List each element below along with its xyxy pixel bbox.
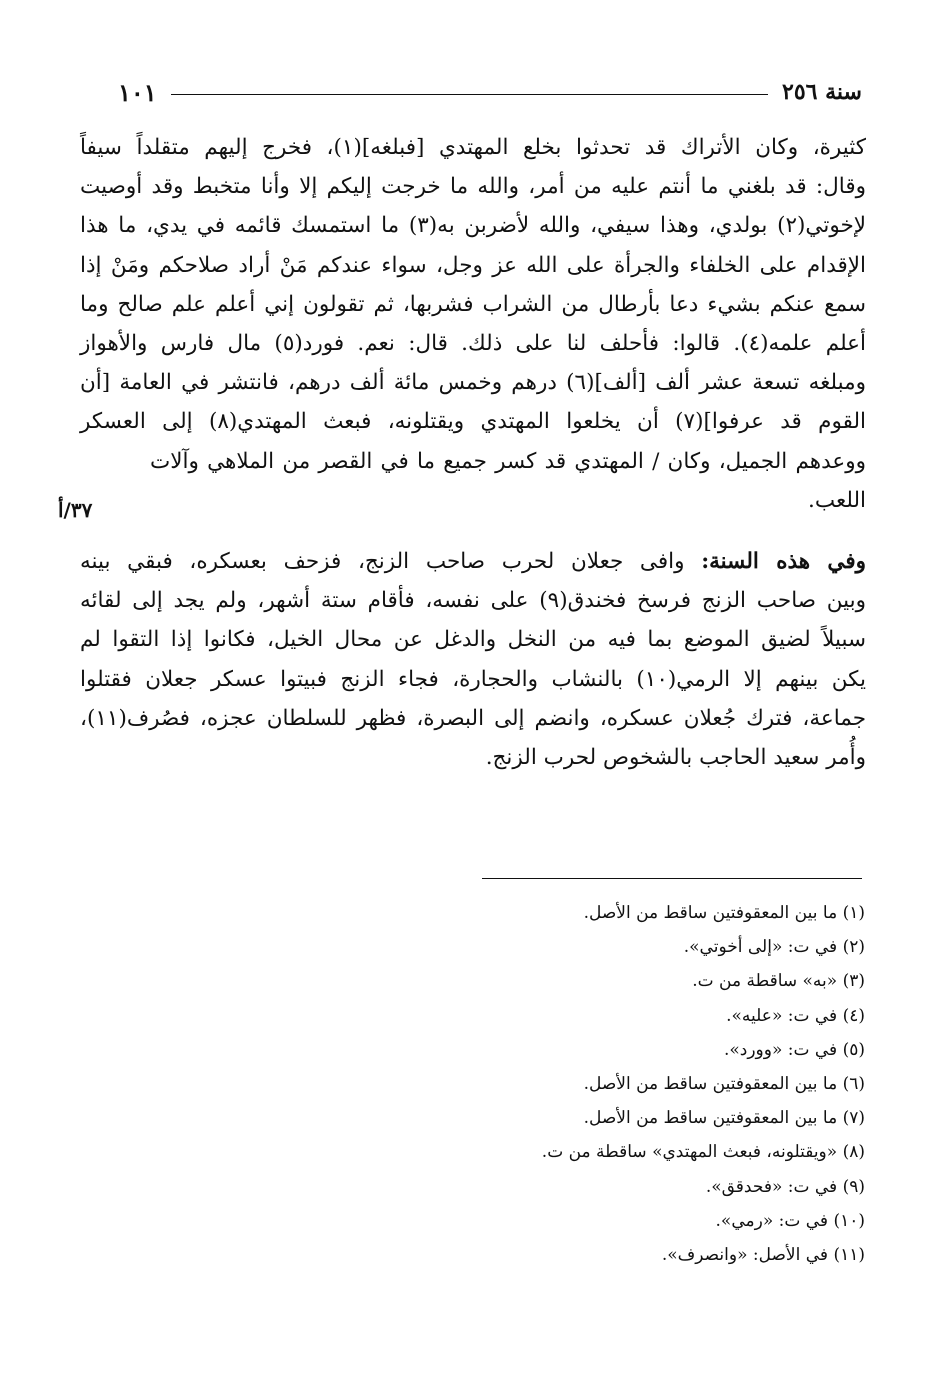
footnote: (٤) في ت: «عليه». <box>726 1005 865 1026</box>
text-line-rest: وافى جعلان لحرب صاحب الزنج، فزحف بعسكره، فبقي بينه <box>80 549 685 575</box>
footnote: (٢) في ت: «إلى أخوتي». <box>683 937 865 958</box>
text-line: أعلم علمه(٤). قالوا: فأحلف لنا على ذلك. قال: نعم. فورد(٥) مال فارس والأهواز <box>80 331 866 357</box>
folio-margin-note: ٣٧/أ <box>58 498 93 522</box>
footnote-separator <box>482 878 862 879</box>
header-rule <box>171 94 768 95</box>
footnotes <box>445 896 865 1272</box>
footnote: (٥) في ت: «وورد». <box>723 1039 865 1060</box>
footnote: (١) ما بين المعقوفتين ساقط من الأصل. <box>583 903 865 923</box>
footnote: (١١) في الأصل: «وانصرف». <box>661 1245 865 1266</box>
running-head-year: سنة ٢٥٦ <box>782 79 862 105</box>
text-line: القوم قد عرفوا](٧) أن يخلعوا المهتدي ويقتلونه، فبعث المهتدي(٨) إلى العسكر <box>80 409 866 435</box>
text-line: جماعة، فترك جُعلان عسكره، وانضم إلى البصرة، فظهر للسلطان عجزه، فصُرف(١١)، <box>80 705 866 731</box>
footnote: (٨) «ويقتلونه، فبعث المهتدي» ساقطة من ت. <box>541 1142 865 1163</box>
text-line: كثيرة، وكان الأتراك قد تحدثوا بخلع المهتدي [فبلغه](١)، فخرج إليهم متقلداً سيفاً <box>80 135 866 160</box>
footnote: (٧) ما بين المعقوفتين ساقط من الأصل. <box>583 1108 865 1129</box>
text-line: وأُمر سعيد الحاجب بالشخوص لحرب الزنج. <box>485 745 866 771</box>
footnote: (١٠) في ت: «رمي». <box>715 1210 865 1231</box>
text-line: الإقدام على الخلفاء والجرأة على الله عز وجل، سواء عندكم مَنْ أراد صلاحكم ومَنْ إذا <box>80 252 866 278</box>
paragraph-2 <box>80 542 866 777</box>
paragraph-lead: وفي هذه السنة: <box>701 549 867 575</box>
text-line: وبين صاحب الزنج فرسخ فخندق(٩) على نفسه، فأقام ستة أشهر، ولم يجد إلى لقائه <box>80 588 866 614</box>
text-line: لإخوتي(٢) بولدي، وهذا سيفي، والله لأضربن به(٣) ما استمسك قائمه في يدي، ما هذا <box>80 213 866 239</box>
footnote: (٩) في ت: «فحدقق». <box>705 1176 865 1197</box>
footnote: (٦) ما بين المعقوفتين ساقط من الأصل. <box>583 1074 865 1095</box>
text-line: ومبلغه تسعة عشر ألف [ألف](٦) درهم وخمس مائة ألف درهم، فانتشر في العامة [أن <box>80 370 866 396</box>
main-text <box>80 128 866 777</box>
text-line: سمع عنكم بشيء دعا بأرطال من الشراب فشربها، ثم تقولون إني أعلم علم صالح وما <box>80 291 866 317</box>
text-line-first <box>80 542 866 581</box>
footnote: (٣) «به» ساقطة من ت. <box>692 971 865 992</box>
running-header <box>118 72 862 112</box>
text-line: سبيلاً لضيق الموضع بما فيه من النخل والدغل عن محال الخيل، فكانوا إذا التقوا لم <box>80 627 866 653</box>
paragraph-1 <box>80 128 866 520</box>
text-line: ووعدهم الجميل، وكان / المهتدي قد كسر جميع ما في القصر من الملاهي وآلات <box>150 448 866 474</box>
page-number: ١٠١ <box>118 77 157 107</box>
text-line: اللعب. <box>808 487 866 513</box>
text-line: يكن بينهم إلا الرمي(١٠) بالنشاب والحجارة، فجاء الزنج فبيتوا عسكر جعلان فقتلوا <box>80 666 866 692</box>
text-line: وقال: قد بلغني ما أنتم عليه من أمر، والله ما خرجت إليكم إلا وأنا متخبط وقد أوصيت <box>80 174 866 200</box>
